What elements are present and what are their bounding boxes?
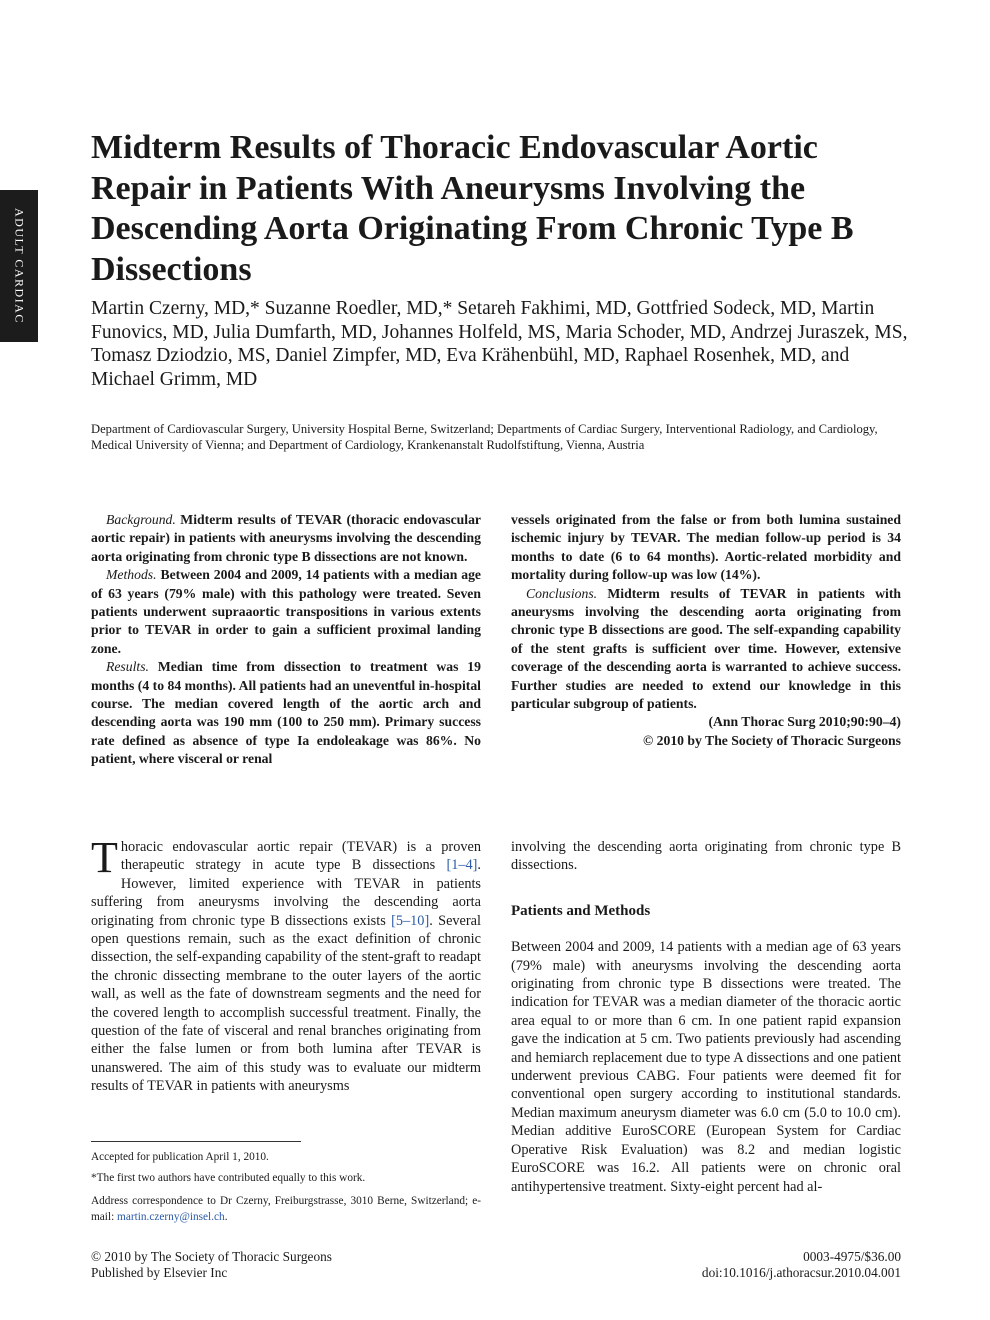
section-heading: Patients and Methods: [511, 902, 651, 919]
results-label: Results.: [106, 659, 149, 675]
footer-copyright: © 2010 by The Society of Thoracic Surgeons: [91, 1249, 332, 1264]
affiliations: Department of Cardiovascular Surgery, University Hospital Berne, Switzerland; Departments of Cardiac Surgery, Interventional Radiology, and Cardiology, Medical University of Vienna; and Department of Cardiology, Krankenanstalt Rudolfstiftung, Vienna, Austria: [91, 422, 878, 453]
drop-cap: T: [91, 833, 118, 882]
reference-link[interactable]: [5–10]: [391, 912, 430, 929]
correspondence-address: [91, 1194, 481, 1225]
abstract-methods: [91, 566, 481, 658]
methods-text: Between 2004 and 2009, 14 patients with a median age of 63 years (79% male) with this pathology were treated. Seven patients underwent supraaortic transpositions in various extents prior to TEVAR in order to gain a sufficient proximal landing zone.: [91, 567, 481, 656]
email-link[interactable]: martin.czerny@insel.ch: [117, 1210, 225, 1223]
body-left-column: [91, 833, 481, 1096]
intro-text-a: horacic endovascular aortic repair (TEVAR) is a proven therapeutic strategy in acute type B dissections: [120, 839, 481, 874]
background-text: Midterm results of TEVAR (thoracic endovascular aortic repair) in patients with aneurysms involving the descending aorta originating from chronic type B dissections are not known.: [91, 512, 481, 564]
address-text: Address correspondence to Dr Czerny, Freiburgstrasse, 3010 Berne, Switzerland; e-mail:: [91, 1195, 481, 1223]
results-text: Median time from dissection to treatment was 19 months (4 to 84 months). All patients had an uneventful in-hospital course. The median covered length of the aortic arch and descending aorta was 190 mm (100 to 250 mm). Primary success rate defined as absence of type Ia endoleakage was 86%. No patient, where visceral or renal: [91, 659, 481, 767]
intro-continued: involving the descending aorta originating from chronic type B dissections.: [511, 839, 901, 874]
abstract-results: [91, 658, 481, 768]
methods-label: Methods.: [106, 567, 157, 583]
background-label: Background.: [106, 512, 176, 527]
abstract-right-column: [511, 511, 901, 750]
equal-contribution-note: *The first two authors have contributed equally to this work.: [91, 1171, 366, 1184]
intro-paragraph: [91, 833, 481, 1096]
intro-text-c: . Several open questions remain, such as the exact definition of chronic dissection, the self-expanding capability of the stent-graft to readapt the chronic dissecting membrane to the outer layers of the aortic wall, as well as the fate of downstream segments and the need for the covered length to accomplish successful treatment. Finally, the question of the fate of visceral and renal branches originating from either the false lumen or from both lumina after TEVAR is unanswered. The aim of this study was to evaluate our midterm results of TEVAR in patients with aneurysms: [91, 912, 481, 1095]
reference-link[interactable]: [1–4]: [446, 857, 478, 874]
footer-right: [500, 1249, 901, 1281]
section-side-tab: [0, 190, 38, 342]
footer-left: [91, 1249, 491, 1281]
abstract-copyright: © 2010 by The Society of Thoracic Surgeons: [642, 732, 901, 748]
footer-doi: doi:10.1016/j.athoracsur.2010.04.001: [701, 1264, 901, 1280]
methods-paragraph: Between 2004 and 2009, 14 patients with a median age of 63 years (79% male) with aneurysms involving the descending aorta originating from chronic type B dissections were treated. The indication for TEVAR was a median diameter of the thoracic aortic area equal to or more than 6 cm. In one patient rapid expansion gave the indication at 5 cm. Two patients previously had ascending and hemiarch replacement due to type A dissections and one patient underwent previous CABG. Four patients were deemed fit for conventional open surgery according to institutional standards. Median maximum aneurysm diameter was 6.0 cm (5.0 to 10.0 cm). Median additive EuroSCORE (European System for Cardiac Operative Risk Evaluation) was 8.2 and median logistic EuroSCORE was 16.2. All patients were on chronic oral antihypertensive treatment. Sixty-eight percent had al-: [511, 939, 901, 1195]
conclusions-text: Midterm results of TEVAR in patients with aneurysms involving the descending aorta originating from chronic type B dissections are good. The self-expanding capability of the stent grafts is sufficient over time. However, extensive coverage of the descending aorta is warranted to achieve success. Further studies are needed to extend our knowledge in this particular subgroup of patients.: [511, 585, 901, 712]
article-title: Midterm Results of Thoracic Endovascular Aortic Repair in Patients With Aneurysms Involving the Descending Aorta Originating From Chronic Type B Dissections: [91, 129, 854, 288]
journal-citation: (Ann Thorac Surg 2010;90:90–4): [708, 714, 901, 730]
footer-price: 0003-4975/$36.00: [803, 1249, 901, 1264]
abstract-results-continued: vessels originated from the false or from both lumina sustained ischemic injury by TEVAR. The median follow-up period is 34 months to date (6 to 64 months). Aortic-related morbidity and mortality during follow-up was low (14%).: [511, 512, 901, 583]
footer-publisher: Published by Elsevier Inc: [91, 1264, 228, 1280]
body-right-column: [511, 838, 901, 1196]
side-tab-label: ADULT CARDIAC: [12, 208, 27, 324]
footnote-divider: [91, 1141, 301, 1142]
abstract-conclusions: [511, 585, 901, 714]
author-list: Martin Czerny, MD,* Suzanne Roedler, MD,* Setareh Fakhimi, MD, Gottfried Sodeck, MD, Martin Funovics, MD, Julia Dumfarth, MD, Johannes Holfeld, MS, Maria Schoder, MD, Andrzej Juraszek, MS, Tomasz Dziodzio, MS, Daniel Zimpfer, MD, Eva Krähenbühl, MD, Raphael Rosenhek, MD, and Michael Grimm, MD: [91, 298, 908, 390]
intro-text-b: . However, limited experience with TEVAR in patients suffering from aneurysms involving the descending aorta originating from chronic type B dissections exists: [91, 857, 481, 929]
address-end: .: [224, 1210, 228, 1223]
footnotes: [91, 1150, 481, 1230]
abstract-left-column: [91, 511, 481, 769]
accepted-note: Accepted for publication April 1, 2010.: [91, 1151, 269, 1163]
conclusions-label: Conclusions.: [526, 585, 598, 601]
abstract-background: [91, 511, 481, 566]
